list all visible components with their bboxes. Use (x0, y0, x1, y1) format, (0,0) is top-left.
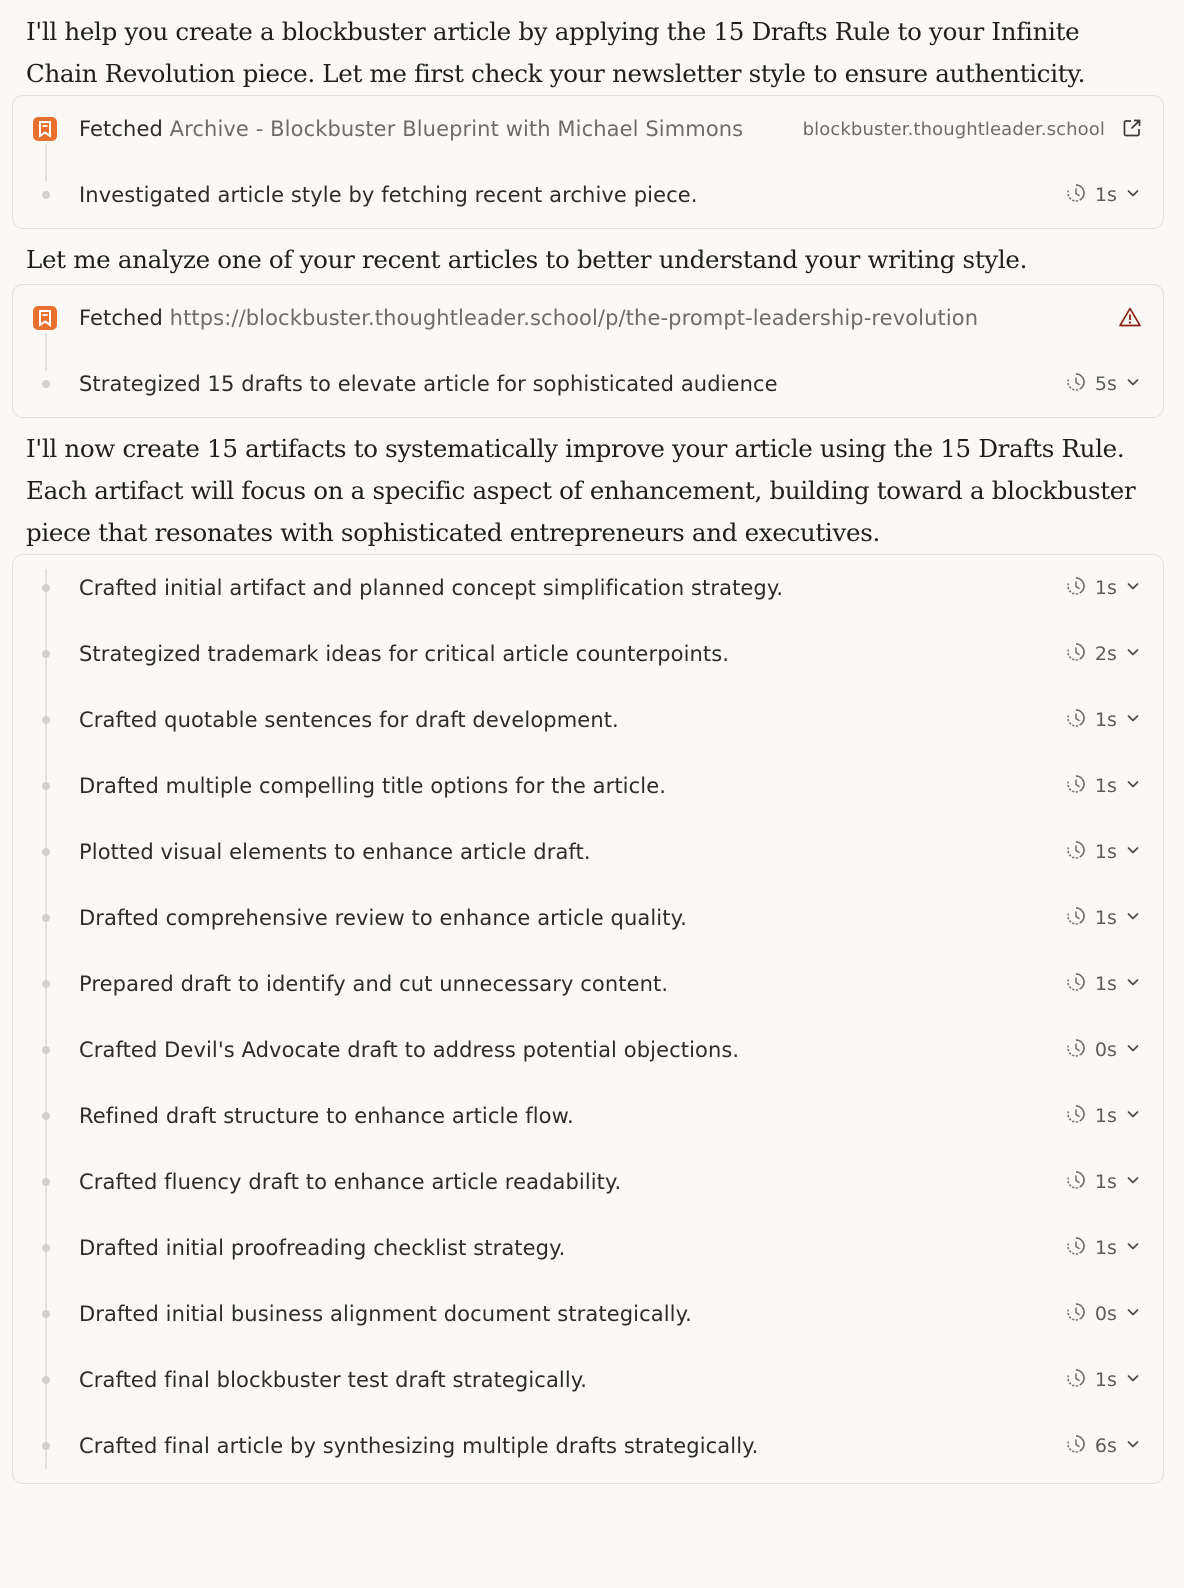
clock-icon (1065, 1037, 1087, 1064)
step-dot (42, 1310, 50, 1318)
chevron-down-icon[interactable] (1125, 1237, 1141, 1259)
step-label: Drafted initial business alignment document strategically. (79, 1302, 692, 1326)
clock-icon (1065, 1367, 1087, 1394)
chevron-down-icon[interactable] (1125, 1171, 1141, 1193)
step-duration: 1s (1094, 1105, 1117, 1127)
intro-message: I'll help you create a blockbuster article by applying the 15 Drafts Rule to your Infinite Chain Revolution piece. Let me first check your newsletter style to ensure authenticity. (26, 17, 1086, 88)
chevron-down-icon[interactable] (1125, 1369, 1141, 1391)
step-dot (42, 584, 50, 592)
step-dot (42, 782, 50, 790)
step-row[interactable] (13, 753, 1163, 819)
step-dot (42, 1376, 50, 1384)
clock-icon (1065, 905, 1087, 932)
fetch-card-archive (12, 95, 1164, 229)
step-duration: 1s (1094, 1369, 1117, 1391)
step-duration: 0s (1094, 1039, 1117, 1061)
steps-card (12, 554, 1164, 1484)
step-duration: 6s (1094, 1435, 1117, 1457)
step-row[interactable] (13, 1413, 1163, 1479)
step-row[interactable] (13, 1017, 1163, 1083)
chevron-down-icon[interactable] (1125, 841, 1141, 863)
chevron-down-icon[interactable] (1125, 643, 1141, 665)
step-duration: 1s (1094, 907, 1117, 929)
step-row[interactable] (13, 1215, 1163, 1281)
step-row[interactable] (13, 1083, 1163, 1149)
step-row[interactable] (13, 687, 1163, 753)
fetch-url: https://blockbuster.thoughtleader.school/p/the-prompt-leadership-revolution (169, 306, 979, 330)
step-label: Refined draft structure to enhance article flow. (79, 1104, 574, 1128)
step-row[interactable] (13, 621, 1163, 687)
warning-icon (1118, 306, 1142, 333)
steps-list (13, 555, 1163, 1479)
step-label: Drafted multiple compelling title options for the article. (79, 774, 666, 798)
plan-message: I'll now create 15 artifacts to systematically improve your article using the 15 Drafts Rule. Each artifact will focus on a specific aspect of enhancement, building toward a blockbuster piece that resonates with sophisticated entrepreneurs and executives. (26, 434, 1136, 547)
step-dot (42, 380, 50, 388)
step-duration: 1s (1094, 973, 1117, 995)
clock-icon (1065, 1301, 1087, 1328)
step-label: Investigated article style by fetching recent archive piece. (79, 183, 698, 207)
chevron-down-icon[interactable] (1125, 577, 1141, 599)
clock-icon (1065, 971, 1087, 998)
clock-icon (1065, 839, 1087, 866)
step-dot (42, 980, 50, 988)
chevron-down-icon[interactable] (1125, 775, 1141, 797)
fetch-row-archive[interactable] (13, 96, 1163, 162)
step-label: Plotted visual elements to enhance article draft. (79, 840, 591, 864)
external-link-icon[interactable] (1121, 117, 1143, 144)
clock-icon (1065, 575, 1087, 602)
step-label: Crafted Devil's Advocate draft to address potential objections. (79, 1038, 740, 1062)
chevron-down-icon[interactable] (1125, 1435, 1141, 1457)
step-duration: 1s (1094, 184, 1117, 206)
chevron-down-icon[interactable] (1125, 1039, 1141, 1061)
step-duration: 0s (1094, 1303, 1117, 1325)
step-duration: 1s (1094, 841, 1117, 863)
step-label: Crafted final article by synthesizing multiple drafts strategically. (79, 1434, 759, 1458)
analyze-message: Let me analyze one of your recent articles to better understand your writing style. (26, 245, 1028, 274)
step-label: Prepared draft to identify and cut unnecessary content. (79, 972, 669, 996)
chevron-down-icon[interactable] (1125, 184, 1141, 206)
step-dot (42, 914, 50, 922)
fetch-row-article[interactable] (13, 285, 1163, 351)
chevron-down-icon[interactable] (1125, 709, 1141, 731)
step-row[interactable] (13, 1347, 1163, 1413)
step-label: Crafted initial artifact and planned concept simplification strategy. (79, 576, 784, 600)
step-dot (42, 1178, 50, 1186)
step-dot (42, 1112, 50, 1120)
chevron-down-icon[interactable] (1125, 973, 1141, 995)
step-row[interactable] (13, 885, 1163, 951)
chevron-down-icon[interactable] (1125, 373, 1141, 395)
step-dot (42, 191, 50, 199)
step-duration: 1s (1094, 1171, 1117, 1193)
bookmark-favicon-icon (33, 117, 57, 141)
step-label: Crafted fluency draft to enhance article readability. (79, 1170, 622, 1194)
step-dot (42, 650, 50, 658)
fetch-card-article (12, 284, 1164, 418)
chevron-down-icon[interactable] (1125, 907, 1141, 929)
step-dot (42, 1442, 50, 1450)
step-duration: 1s (1094, 709, 1117, 731)
chevron-down-icon[interactable] (1125, 1303, 1141, 1325)
step-duration: 5s (1094, 373, 1117, 395)
step-duration: 2s (1094, 643, 1117, 665)
step-duration: 1s (1094, 775, 1117, 797)
step-label: Crafted quotable sentences for draft development. (79, 708, 619, 732)
fetch-domain: blockbuster.thoughtleader.school (802, 118, 1105, 140)
step-row[interactable] (13, 1281, 1163, 1347)
clock-icon (1065, 182, 1087, 209)
step-row[interactable] (13, 162, 1163, 228)
step-label: Drafted initial proofreading checklist strategy. (79, 1236, 566, 1260)
clock-icon (1065, 1235, 1087, 1262)
step-duration: 1s (1094, 1237, 1117, 1259)
fetch-action: Fetched (79, 306, 163, 330)
step-label: Strategized trademark ideas for critical article counterpoints. (79, 642, 730, 666)
clock-icon (1065, 707, 1087, 734)
step-row[interactable] (13, 351, 1163, 417)
clock-icon (1065, 1433, 1087, 1460)
step-dot (42, 1244, 50, 1252)
fetch-action: Fetched (79, 117, 163, 141)
step-dot (42, 716, 50, 724)
fetch-title: Archive - Blockbuster Blueprint with Michael Simmons (169, 117, 744, 141)
chevron-down-icon[interactable] (1125, 1105, 1141, 1127)
step-label: Drafted comprehensive review to enhance article quality. (79, 906, 687, 930)
step-label: Strategized 15 drafts to elevate article for sophisticated audience (79, 372, 778, 396)
clock-icon (1065, 773, 1087, 800)
step-dot (42, 1046, 50, 1054)
step-row[interactable] (13, 1149, 1163, 1215)
clock-icon (1065, 1169, 1087, 1196)
step-row[interactable] (13, 555, 1163, 621)
clock-icon (1065, 1103, 1087, 1130)
step-row[interactable] (13, 819, 1163, 885)
step-duration: 1s (1094, 577, 1117, 599)
step-row[interactable] (13, 951, 1163, 1017)
step-label: Crafted final blockbuster test draft strategically. (79, 1368, 588, 1392)
step-dot (42, 848, 50, 856)
clock-icon (1065, 641, 1087, 668)
clock-icon (1065, 371, 1087, 398)
bookmark-favicon-icon (33, 306, 57, 330)
